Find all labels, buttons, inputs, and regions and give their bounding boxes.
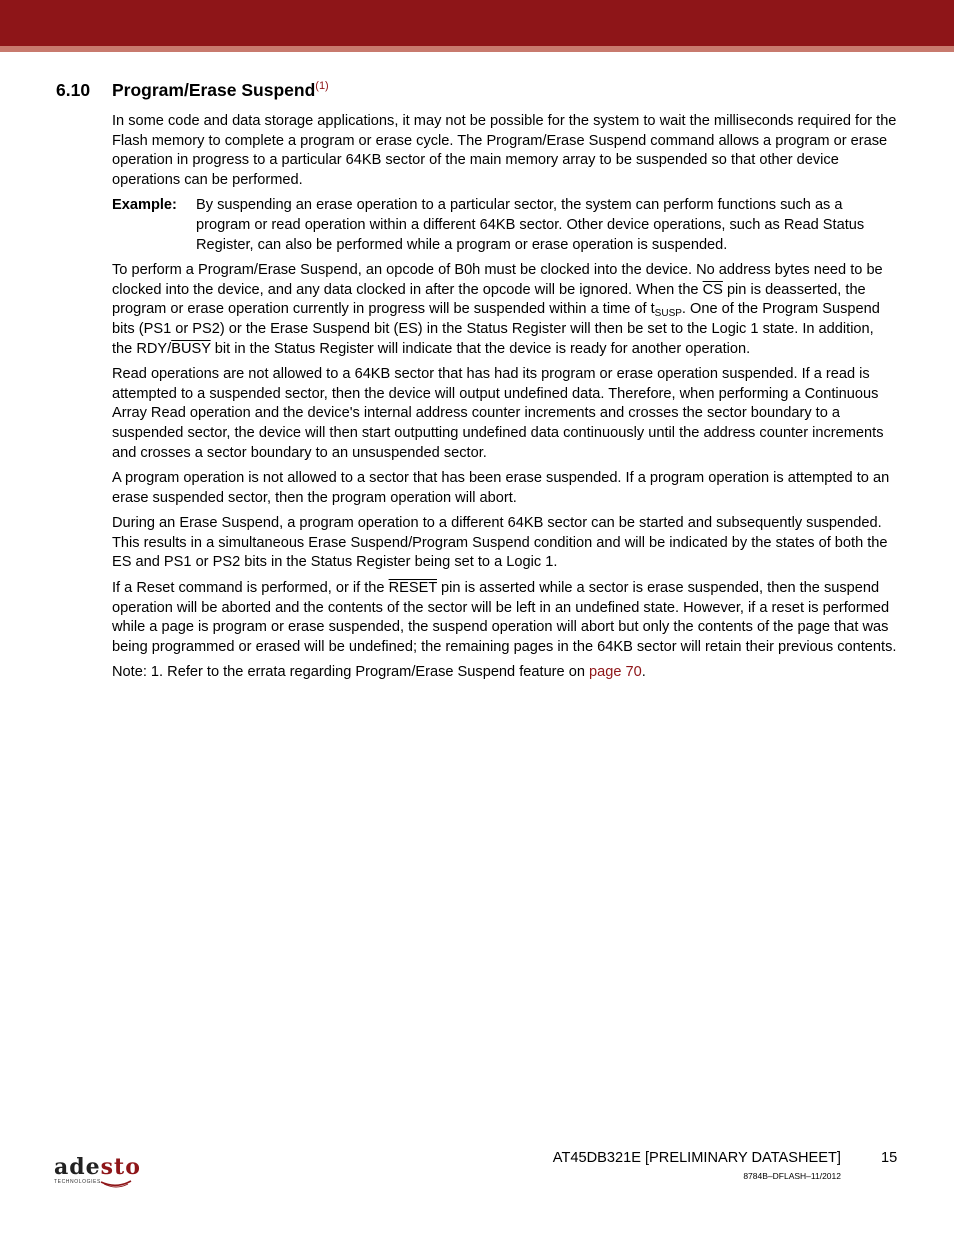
footer-doc-title: AT45DB321E [PRELIMINARY DATASHEET] bbox=[552, 1150, 841, 1166]
page-70-link[interactable]: page 70 bbox=[589, 664, 642, 681]
perform-text-4: bit in the Status Register will indicate that the device is ready for another operation. bbox=[210, 340, 751, 357]
busy-signal: BUSY bbox=[171, 340, 211, 357]
example-label: Example: bbox=[112, 197, 177, 214]
paragraph-during: During an Erase Suspend, a program operation to a different 64KB sector can be started and subsequently suspended. This results in a simultaneous Erase Suspend/Program Suspend condition and will be indicated by the states of both the ES and PS1 or PS2 bits in the Status Register being set to a Logic 1. bbox=[112, 515, 888, 571]
example-block bbox=[112, 196, 897, 255]
note-end: . bbox=[641, 664, 646, 681]
paragraph-perform bbox=[112, 261, 897, 359]
paragraph-reset bbox=[112, 579, 897, 657]
section-heading bbox=[56, 80, 329, 101]
paragraph-intro: In some code and data storage applications, it may not be possible for the system to wait the milliseconds required for the Flash memory to complete a program or erase cycle. The Program/Erase Suspend command allows a program or erase operation in progress to a particular 64KB sector of the main memory array to be suspended so that other device operations can be performed. bbox=[112, 113, 897, 188]
reset-signal: RESET bbox=[388, 580, 437, 597]
section-number: 6.10 bbox=[56, 80, 91, 100]
cs-signal: $\overline{CS}$ bbox=[702, 281, 723, 298]
header-bar bbox=[0, 0, 954, 46]
reset-text-2: pin is asserted while a sector is erase suspended, then the suspend operation will be aborted and the contents of the sector will be left in an undefined state. However, if a reset is performed while a page is program or erase suspended, the suspend operation will abort but only the contents of the page that was being programmed or erased will be undefined; the remaining pages in the 64KB sector will retain their previous contents. bbox=[112, 580, 897, 655]
logo-word-a: ade bbox=[54, 1154, 101, 1180]
logo-wordmark bbox=[54, 1156, 141, 1178]
paragraph-program: A program operation is not allowed to a sector that has been erase suspended. If a program operation is attempted to an erase suspended sector, then the program operation will abort. bbox=[112, 470, 890, 506]
logo-swoosh-icon bbox=[100, 1178, 132, 1188]
header-stripe bbox=[0, 46, 954, 52]
susp-subscript: SUSP bbox=[654, 308, 682, 320]
note-text: Note: 1. Refer to the errata regarding Program/Erase Suspend feature on bbox=[112, 664, 589, 681]
paragraph-read: Read operations are not allowed to a 64KB sector that has had its program or erase operation suspended. If a read is attempted to a suspended sector, then the device will output undefined data. Therefore, when performing a Continuous Array Read operation and the device's internal address counter increments and crosses the sector boundary to a suspended sector, the device will then start outputting undefined data continuously until the address counter increments and crosses a sector boundary to an unsuspended sector. bbox=[112, 366, 884, 461]
logo-word-b: sto bbox=[100, 1154, 141, 1180]
perform-text-2: pin is deasserted, the program or erase operation currently in progress will be suspended within a time of t bbox=[112, 281, 866, 318]
footer-page-number: 15 bbox=[881, 1150, 898, 1166]
section-body bbox=[112, 112, 897, 689]
example-text: By suspending an erase operation to a particular sector, the system can perform functions such as a program or read operation within a different 64KB sector. Other device operations, such as Read Status Register, can also be performed while a program or erase operation is suspended. bbox=[196, 197, 865, 253]
section-title: Program/Erase Suspend bbox=[112, 80, 316, 100]
adesto-logo bbox=[54, 1156, 141, 1185]
footer-doc-code: 8784B–DFLASH–11/2012 bbox=[743, 1171, 841, 1181]
perform-text-3: . One of the Program Suspend bits (PS1 or PS2) or the Erase Suspend bit (ES) in the Status Register will then be set to the Logic 1 state. In addition, the RDY/ bbox=[112, 301, 880, 357]
logo-subtitle: TECHNOLOGIES bbox=[54, 1179, 101, 1185]
footnote-ref-link[interactable]: (1) bbox=[315, 80, 329, 92]
paragraph-note bbox=[112, 663, 897, 683]
reset-text-1: If a Reset command is performed, or if the bbox=[112, 580, 389, 597]
perform-text-1: To perform a Program/Erase Suspend, an opcode of B0h must be clocked into the device. No address bytes need to be clocked into the device, and any data clocked in after the opcode will be ignored. When the bbox=[112, 262, 883, 298]
